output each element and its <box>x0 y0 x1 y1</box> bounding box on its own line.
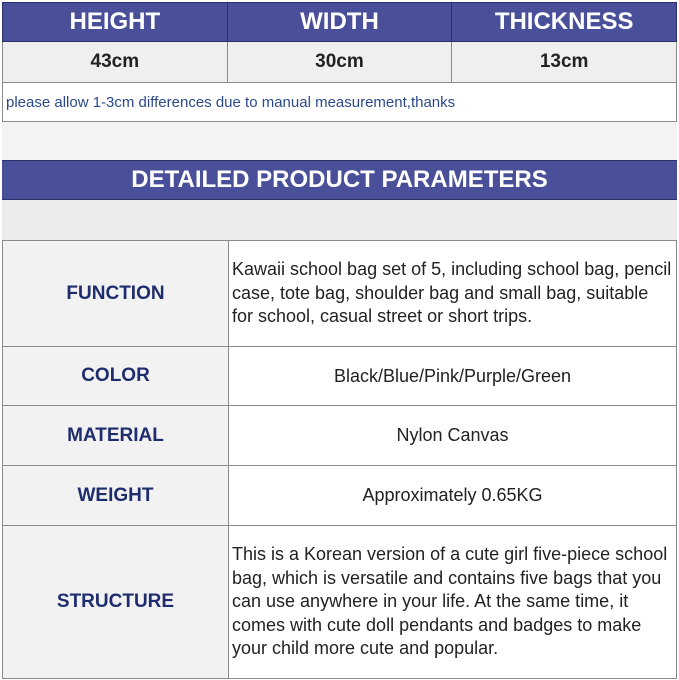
width-header: WIDTH <box>227 3 452 42</box>
color-label: COLOR <box>3 347 229 406</box>
height-header: HEIGHT <box>3 3 228 42</box>
dimensions-value-row <box>3 42 677 83</box>
color-value: Black/Blue/Pink/Purple/Green <box>229 347 677 406</box>
parameter-row-function <box>3 241 677 347</box>
parameters-table <box>2 240 677 679</box>
thickness-header: THICKNESS <box>452 3 677 42</box>
weight-label: WEIGHT <box>3 466 229 526</box>
structure-label: STRUCTURE <box>3 526 229 679</box>
dimensions-header-row <box>3 3 677 42</box>
material-label: MATERIAL <box>3 406 229 466</box>
parameter-row-material <box>3 406 677 466</box>
height-value: 43cm <box>3 42 228 83</box>
weight-value: Approximately 0.65KG <box>229 466 677 526</box>
parameter-row-weight <box>3 466 677 526</box>
measurement-note: please allow 1-3cm differences due to manual measurement,thanks <box>3 83 677 122</box>
parameter-row-color <box>3 347 677 406</box>
dimensions-table <box>2 2 677 122</box>
parameter-row-structure <box>3 526 677 679</box>
measurement-note-row <box>3 83 677 122</box>
function-value: Kawaii school bag set of 5, including school bag, pencil case, tote bag, shoulder bag and small bag, suitable for school, casual street or short trips. <box>229 241 677 347</box>
spacer <box>2 200 677 240</box>
parameters-title: DETAILED PRODUCT PARAMETERS <box>2 160 677 200</box>
function-label: FUNCTION <box>3 241 229 347</box>
thickness-value: 13cm <box>452 42 677 83</box>
structure-value: This is a Korean version of a cute girl five-piece school bag, which is versatile and contains five bags that you can use anywhere in your life. At the same time, it comes with cute doll pendants and badges to make your child more cute and popular. <box>229 526 677 679</box>
width-value: 30cm <box>227 42 452 83</box>
material-value: Nylon Canvas <box>229 406 677 466</box>
spacer <box>2 122 677 160</box>
